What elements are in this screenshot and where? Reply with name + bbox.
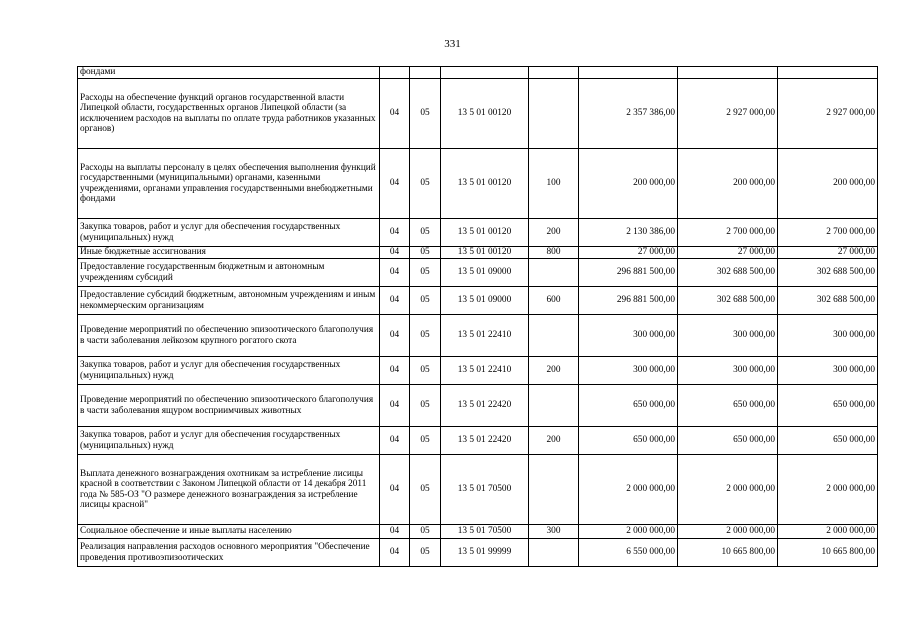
row-name-cell: Реализация направления расходов основного мероприятия "Обеспечение проведения противоэпизоотических [78, 539, 380, 567]
target-article-cell: 13 5 01 00120 [441, 79, 529, 149]
section-code-cell: 04 [380, 149, 410, 219]
target-article-cell: 13 5 01 00120 [441, 149, 529, 219]
subsection-code-cell [410, 67, 441, 79]
amount-year3-cell [778, 67, 878, 79]
page-number: 331 [444, 38, 461, 50]
section-code-cell: 04 [380, 259, 410, 287]
row-name-cell: Иные бюджетные ассигнования [78, 247, 380, 259]
target-article-cell: 13 5 01 22410 [441, 315, 529, 357]
row-name-cell: Проведение мероприятий по обеспечению эпизоотического благополучия в части заболевания лейкозом крупного рогатого скота [78, 315, 380, 357]
table-row [78, 259, 878, 287]
subsection-code-cell: 05 [410, 149, 441, 219]
section-code-cell: 04 [380, 525, 410, 539]
amount-year3-cell: 2 927 000,00 [778, 79, 878, 149]
expense-type-cell: 800 [529, 247, 579, 259]
amount-year1-cell: 2 130 386,00 [579, 219, 678, 247]
table-row [78, 247, 878, 259]
section-code-cell: 04 [380, 539, 410, 567]
subsection-code-cell: 05 [410, 385, 441, 427]
subsection-code-cell: 05 [410, 525, 441, 539]
table-row [78, 525, 878, 539]
amount-year1-cell: 300 000,00 [579, 315, 678, 357]
expense-type-cell: 600 [529, 287, 579, 315]
subsection-code-cell: 05 [410, 259, 441, 287]
row-name-cell: Расходы на обеспечение функций органов государственной власти Липецкой области, государственных органов Липецкой области (за исключением расходов на выплаты по оплате труда работников указанных органов) [78, 79, 380, 149]
row-name-cell: Предоставление субсидий бюджетным, автономным учреждениям и иным некоммерческим организациям [78, 287, 380, 315]
target-article-cell: 13 5 01 22420 [441, 427, 529, 455]
target-article-cell: 13 5 01 99999 [441, 539, 529, 567]
row-name-cell: Расходы на выплаты персоналу в целях обеспечения выполнения функций государственными (муниципальными) органами, казенными учреждениями, органами управления государственными внебюджетными фондами [78, 149, 380, 219]
row-name-cell: Предоставление государственным бюджетным и автономным учреждениям субсидий [78, 259, 380, 287]
expense-type-cell: 200 [529, 219, 579, 247]
table-row [78, 539, 878, 567]
row-name-cell: Проведение мероприятий по обеспечению эпизоотического благополучия в части заболевания ящуром восприимчивых животных [78, 385, 380, 427]
section-code-cell [380, 67, 410, 79]
amount-year3-cell: 2 700 000,00 [778, 219, 878, 247]
expense-type-cell: 200 [529, 357, 579, 385]
amount-year2-cell: 300 000,00 [678, 357, 778, 385]
target-article-cell: 13 5 01 00120 [441, 247, 529, 259]
table-row [78, 149, 878, 219]
amount-year2-cell: 2 700 000,00 [678, 219, 778, 247]
table-row [78, 315, 878, 357]
amount-year2-cell [678, 67, 778, 79]
section-code-cell: 04 [380, 357, 410, 385]
section-code-cell: 04 [380, 315, 410, 357]
amount-year2-cell: 2 927 000,00 [678, 79, 778, 149]
table-row [78, 219, 878, 247]
budget-table [77, 66, 878, 567]
section-code-cell: 04 [380, 247, 410, 259]
expense-type-cell [529, 385, 579, 427]
amount-year3-cell: 2 000 000,00 [778, 455, 878, 525]
target-article-cell [441, 67, 529, 79]
subsection-code-cell: 05 [410, 79, 441, 149]
table-row [78, 427, 878, 455]
section-code-cell: 04 [380, 219, 410, 247]
amount-year2-cell: 10 665 800,00 [678, 539, 778, 567]
amount-year1-cell: 2 357 386,00 [579, 79, 678, 149]
subsection-code-cell: 05 [410, 357, 441, 385]
row-name-cell: Социальное обеспечение и иные выплаты населению [78, 525, 380, 539]
amount-year1-cell: 2 000 000,00 [579, 525, 678, 539]
amount-year3-cell: 300 000,00 [778, 357, 878, 385]
amount-year1-cell: 6 550 000,00 [579, 539, 678, 567]
amount-year3-cell: 27 000,00 [778, 247, 878, 259]
subsection-code-cell: 05 [410, 247, 441, 259]
subsection-code-cell: 05 [410, 539, 441, 567]
amount-year2-cell: 200 000,00 [678, 149, 778, 219]
amount-year1-cell: 27 000,00 [579, 247, 678, 259]
table-row [78, 455, 878, 525]
amount-year1-cell: 296 881 500,00 [579, 259, 678, 287]
amount-year1-cell: 650 000,00 [579, 427, 678, 455]
target-article-cell: 13 5 01 22410 [441, 357, 529, 385]
target-article-cell: 13 5 01 09000 [441, 287, 529, 315]
table-row [78, 67, 878, 79]
expense-type-cell: 100 [529, 149, 579, 219]
table-row [78, 287, 878, 315]
amount-year1-cell: 296 881 500,00 [579, 287, 678, 315]
expense-type-cell [529, 315, 579, 357]
section-code-cell: 04 [380, 287, 410, 315]
target-article-cell: 13 5 01 70500 [441, 525, 529, 539]
amount-year1-cell: 2 000 000,00 [579, 455, 678, 525]
expense-type-cell: 200 [529, 427, 579, 455]
amount-year1-cell: 650 000,00 [579, 385, 678, 427]
subsection-code-cell: 05 [410, 315, 441, 357]
expense-type-cell [529, 455, 579, 525]
amount-year2-cell: 302 688 500,00 [678, 259, 778, 287]
amount-year3-cell: 10 665 800,00 [778, 539, 878, 567]
section-code-cell: 04 [380, 385, 410, 427]
row-name-cell: Закупка товаров, работ и услуг для обеспечения государственных (муниципальных) нужд [78, 219, 380, 247]
section-code-cell: 04 [380, 427, 410, 455]
subsection-code-cell: 05 [410, 287, 441, 315]
amount-year3-cell: 650 000,00 [778, 385, 878, 427]
table-body [78, 67, 878, 567]
target-article-cell: 13 5 01 09000 [441, 259, 529, 287]
amount-year3-cell: 200 000,00 [778, 149, 878, 219]
section-code-cell: 04 [380, 455, 410, 525]
expense-type-cell [529, 539, 579, 567]
amount-year1-cell [579, 67, 678, 79]
expense-type-cell [529, 67, 579, 79]
table-row [78, 79, 878, 149]
amount-year2-cell: 302 688 500,00 [678, 287, 778, 315]
amount-year3-cell: 650 000,00 [778, 427, 878, 455]
amount-year3-cell: 302 688 500,00 [778, 287, 878, 315]
row-name-cell: Выплата денежного вознаграждения охотникам за истребление лисицы красной в соответствии с Законом Липецкой области от 14 декабря 2011 года № 585-ОЗ "О размере денежного вознаграждения за истребление лисицы красной" [78, 455, 380, 525]
amount-year2-cell: 300 000,00 [678, 315, 778, 357]
amount-year2-cell: 27 000,00 [678, 247, 778, 259]
expense-type-cell [529, 259, 579, 287]
row-name-cell: Закупка товаров, работ и услуг для обеспечения государственных (муниципальных) нужд [78, 357, 380, 385]
row-name-cell: фондами [78, 67, 380, 79]
amount-year3-cell: 300 000,00 [778, 315, 878, 357]
expense-type-cell [529, 79, 579, 149]
target-article-cell: 13 5 01 00120 [441, 219, 529, 247]
section-code-cell: 04 [380, 79, 410, 149]
table-row [78, 357, 878, 385]
amount-year2-cell: 650 000,00 [678, 385, 778, 427]
amount-year3-cell: 302 688 500,00 [778, 259, 878, 287]
amount-year2-cell: 650 000,00 [678, 427, 778, 455]
amount-year2-cell: 2 000 000,00 [678, 455, 778, 525]
amount-year2-cell: 2 000 000,00 [678, 525, 778, 539]
subsection-code-cell: 05 [410, 427, 441, 455]
subsection-code-cell: 05 [410, 455, 441, 525]
amount-year1-cell: 300 000,00 [579, 357, 678, 385]
expense-type-cell: 300 [529, 525, 579, 539]
target-article-cell: 13 5 01 70500 [441, 455, 529, 525]
amount-year3-cell: 2 000 000,00 [778, 525, 878, 539]
amount-year1-cell: 200 000,00 [579, 149, 678, 219]
subsection-code-cell: 05 [410, 219, 441, 247]
table-row [78, 385, 878, 427]
target-article-cell: 13 5 01 22420 [441, 385, 529, 427]
row-name-cell: Закупка товаров, работ и услуг для обеспечения государственных (муниципальных) нужд [78, 427, 380, 455]
